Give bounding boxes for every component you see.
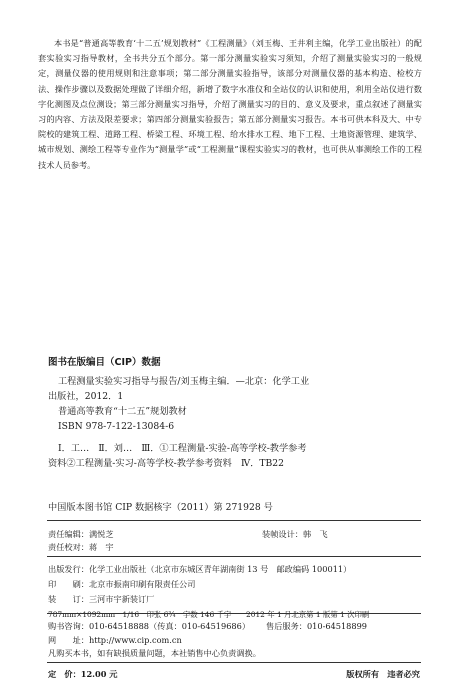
website-line: 网 址：http://www.cip.com.cn	[48, 634, 182, 645]
responsible-editor: 责任编辑：满悦芝	[48, 529, 114, 539]
book-description: 本书是“普通高等教育‘十二五’规划教材”《工程测量》（刘玉梅、王井利主编，化学工业出版社）的配套实验实习指导教材，全书共分五个部分。第一部分测量实验实习须知，介绍了测量实验实习的一般规定，测量仪器的使用规则和注意事项；第二部分测量实验指导，该部分对测量仪器的基本构造、检校方法、操作步骤以及数据处理做了详细介绍，新增了数字水准仪和全站仪的认识和使用，利用全站仪进行数字化测图及点位测设；第三部分测量实习指导，介绍了测量实习的目的、意义及要求，重点叙述了测量实习的内容、方法及限差要求；第四部分测量实验报告；第五部分测量实习报告。本书可供本科及大、中专院校的建筑工程、道路工程、桥梁工程、环境工程、给水排水工程、地下工程、土地资源管理、建筑学、城市规划、测绘工程等专业作为“测量学”或“工程测量”课程实验实习的教材，也可供从事测绘工作的工程技术人员参考。	[38, 38, 422, 170]
footer	[48, 669, 420, 680]
cip-subject-line-cont: 资料②工程测量-实习-高等学校-教学参考资料 Ⅳ．TB22	[48, 458, 284, 469]
cip-isbn-line: ISBN 978-7-122-13084-6	[58, 421, 175, 432]
quality-notice: 凡购买本书，如有缺损质量问题，本社销售中心负责调换。	[48, 648, 261, 658]
divider-top	[47, 520, 421, 521]
specs-line: 787mm×1092mm 1/16 印张 6¾ 字数 146 千字 2012 年 1 月北京第 1 版第 1 次印刷	[48, 610, 370, 619]
cip-subject-line: Ⅰ．工… Ⅱ．刘… Ⅲ．①工程测量-实验-高等学校-教学参考	[58, 443, 307, 454]
copyright-notice: 版权所有 违者必究	[346, 669, 420, 679]
cip-title-line: 工程测量实验实习指导与报告/刘玉梅主编．—北京：化学工业	[58, 376, 310, 387]
binder-line: 装 订：三河市宇新装订厂	[48, 594, 155, 604]
printer-line: 印 刷：北京市振南印刷有限责任公司	[48, 579, 196, 589]
cip-heading: 图书在版编目（CIP）数据	[48, 357, 161, 368]
after-sales-service: 售后服务：010-64518899	[266, 621, 368, 631]
cip-publisher-line: 出版社，2012．1	[48, 391, 124, 402]
price: 定 价：12.00 元	[48, 669, 118, 679]
purchase-consult: 购书咨询：010-64518888（传真：010-64519686）	[48, 621, 251, 631]
cip-record	[48, 374, 418, 471]
divider-lower	[47, 613, 421, 614]
responsible-proofreader: 责任校对：蒋 宇	[48, 542, 114, 552]
cover-designer: 装帧设计：韩 飞	[262, 529, 328, 539]
sales-info	[48, 620, 420, 661]
divider-middle	[47, 556, 421, 557]
cip-series-line: 普通高等教育“十二五”规划教材	[58, 406, 187, 417]
cip-number: 中国版本图书馆 CIP 数据核字（2011）第 271928 号	[48, 502, 273, 513]
staff-credits	[48, 528, 420, 554]
divider-bottom	[47, 662, 421, 663]
publisher-line: 出版发行：化学工业出版社（北京市东城区青年湖南街 13 号 邮政编码 100011）	[48, 564, 352, 574]
